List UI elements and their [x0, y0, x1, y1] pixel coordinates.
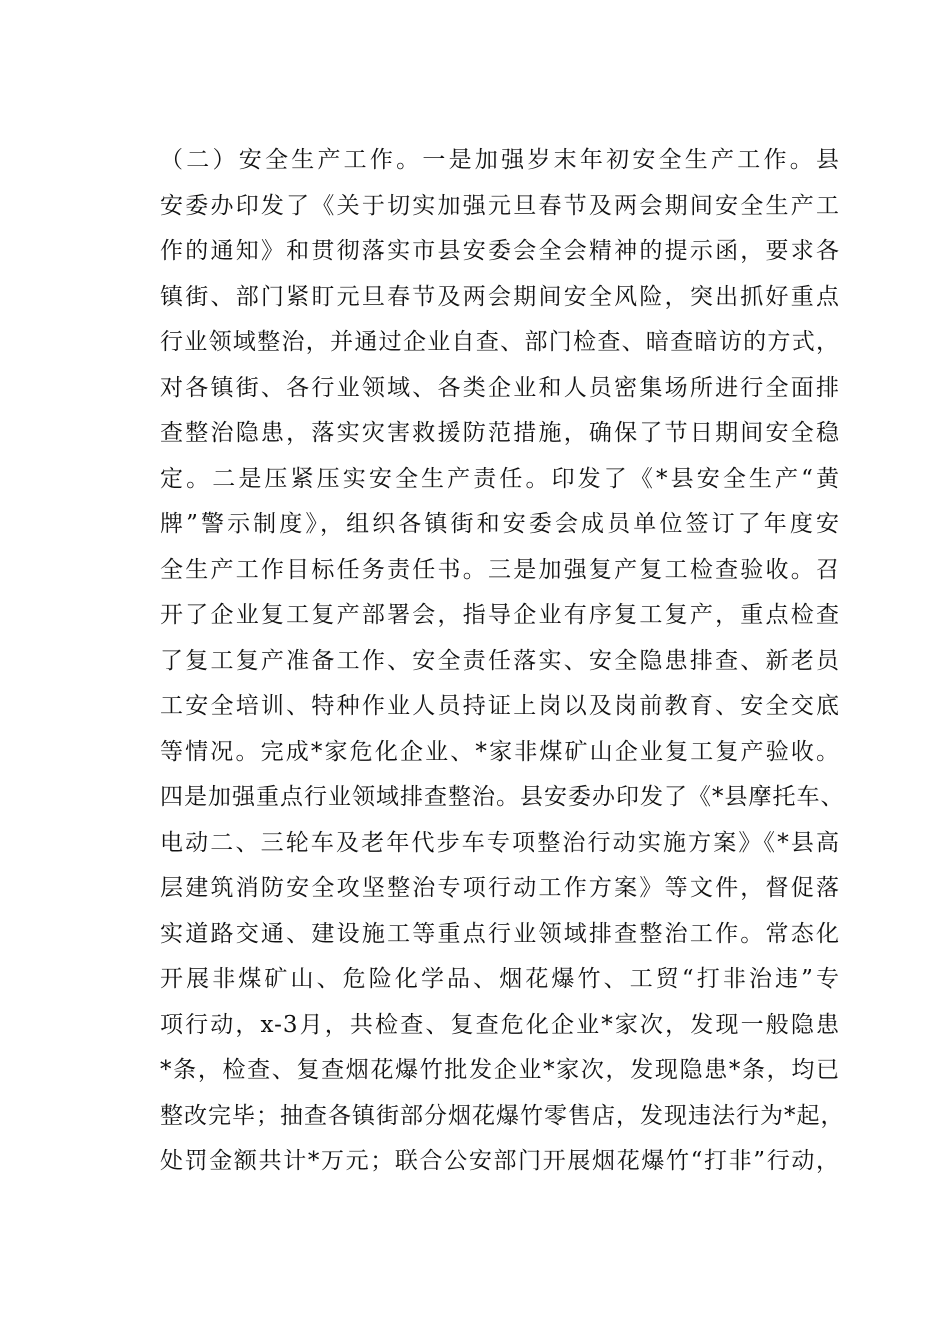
paragraph-line: 等情况。完成*家危化企业、*家非煤矿山企业复工复产验收。	[160, 738, 840, 765]
paragraph-line: 层建筑消防安全攻坚整治专项行动工作方案》等文件，督促落	[160, 875, 840, 901]
paragraph-line: （二）安全生产工作。一是加强岁末年初安全生产工作。县	[160, 147, 840, 173]
paragraph-line: 电动二、三轮车及老年代步车专项整治行动实施方案》《*县高	[160, 829, 840, 856]
paragraph-line: 处罚金额共计*万元；联合公安部门开展烟花爆竹“打非”行动，	[160, 1148, 840, 1174]
paragraph-line: 整改完毕；抽查各镇街部分烟花爆竹零售店，发现违法行为*起，	[160, 1102, 845, 1129]
paragraph-line: 作的通知》和贯彻落实市县安委会全会精神的提示函，要求各	[160, 238, 840, 264]
paragraph-line: 查整治隐患，落实灾害救援防范措施，确保了节日期间安全稳	[160, 420, 840, 446]
paragraph-line: 开展非煤矿山、危险化学品、烟花爆竹、工贸“打非治违”专	[160, 966, 840, 992]
paragraph-line: 行业领域整治，并通过企业自查、部门检查、暗查暗访的方式，	[160, 329, 840, 355]
paragraph-line: 工安全培训、特种作业人员持证上岗以及岗前教育、安全交底	[160, 693, 840, 719]
paragraph-line: *条，检查、复查烟花爆竹批发企业*家次，发现隐患*条，均已	[160, 1057, 840, 1083]
document-paragraph	[160, 138, 845, 1185]
paragraph-line: 对各镇街、各行业领域、各类企业和人员密集场所进行全面排	[160, 374, 840, 401]
paragraph-line: 镇街、部门紧盯元旦春节及两会期间安全风险，突出抓好重点	[160, 283, 840, 310]
paragraph-line: 了复工复产准备工作、安全责任落实、安全隐患排查、新老员	[160, 647, 840, 674]
paragraph-line: 牌”警示制度》，组织各镇街和安委会成员单位签订了年度安	[160, 511, 840, 537]
paragraph-line: 开了企业复工复产部署会，指导企业有序复工复产，重点检查	[160, 602, 840, 628]
paragraph-line: 安委办印发了《关于切实加强元旦春节及两会期间安全生产工	[160, 192, 840, 219]
paragraph-line: 全生产工作目标任务责任书。三是加强复产复工检查验收。召	[160, 556, 840, 583]
paragraph-line: 项行动，x-3月，共检查、复查危化企业*家次，发现一般隐患	[160, 1011, 840, 1038]
paragraph-line: 四是加强重点行业领域排查整治。县安委办印发了《*县摩托车、	[160, 784, 845, 810]
paragraph-line: 实道路交通、建设施工等重点行业领域排查整治工作。常态化	[160, 920, 840, 947]
paragraph-line: 定。二是压紧压实安全生产责任。印发了《*县安全生产“黄	[160, 465, 840, 492]
